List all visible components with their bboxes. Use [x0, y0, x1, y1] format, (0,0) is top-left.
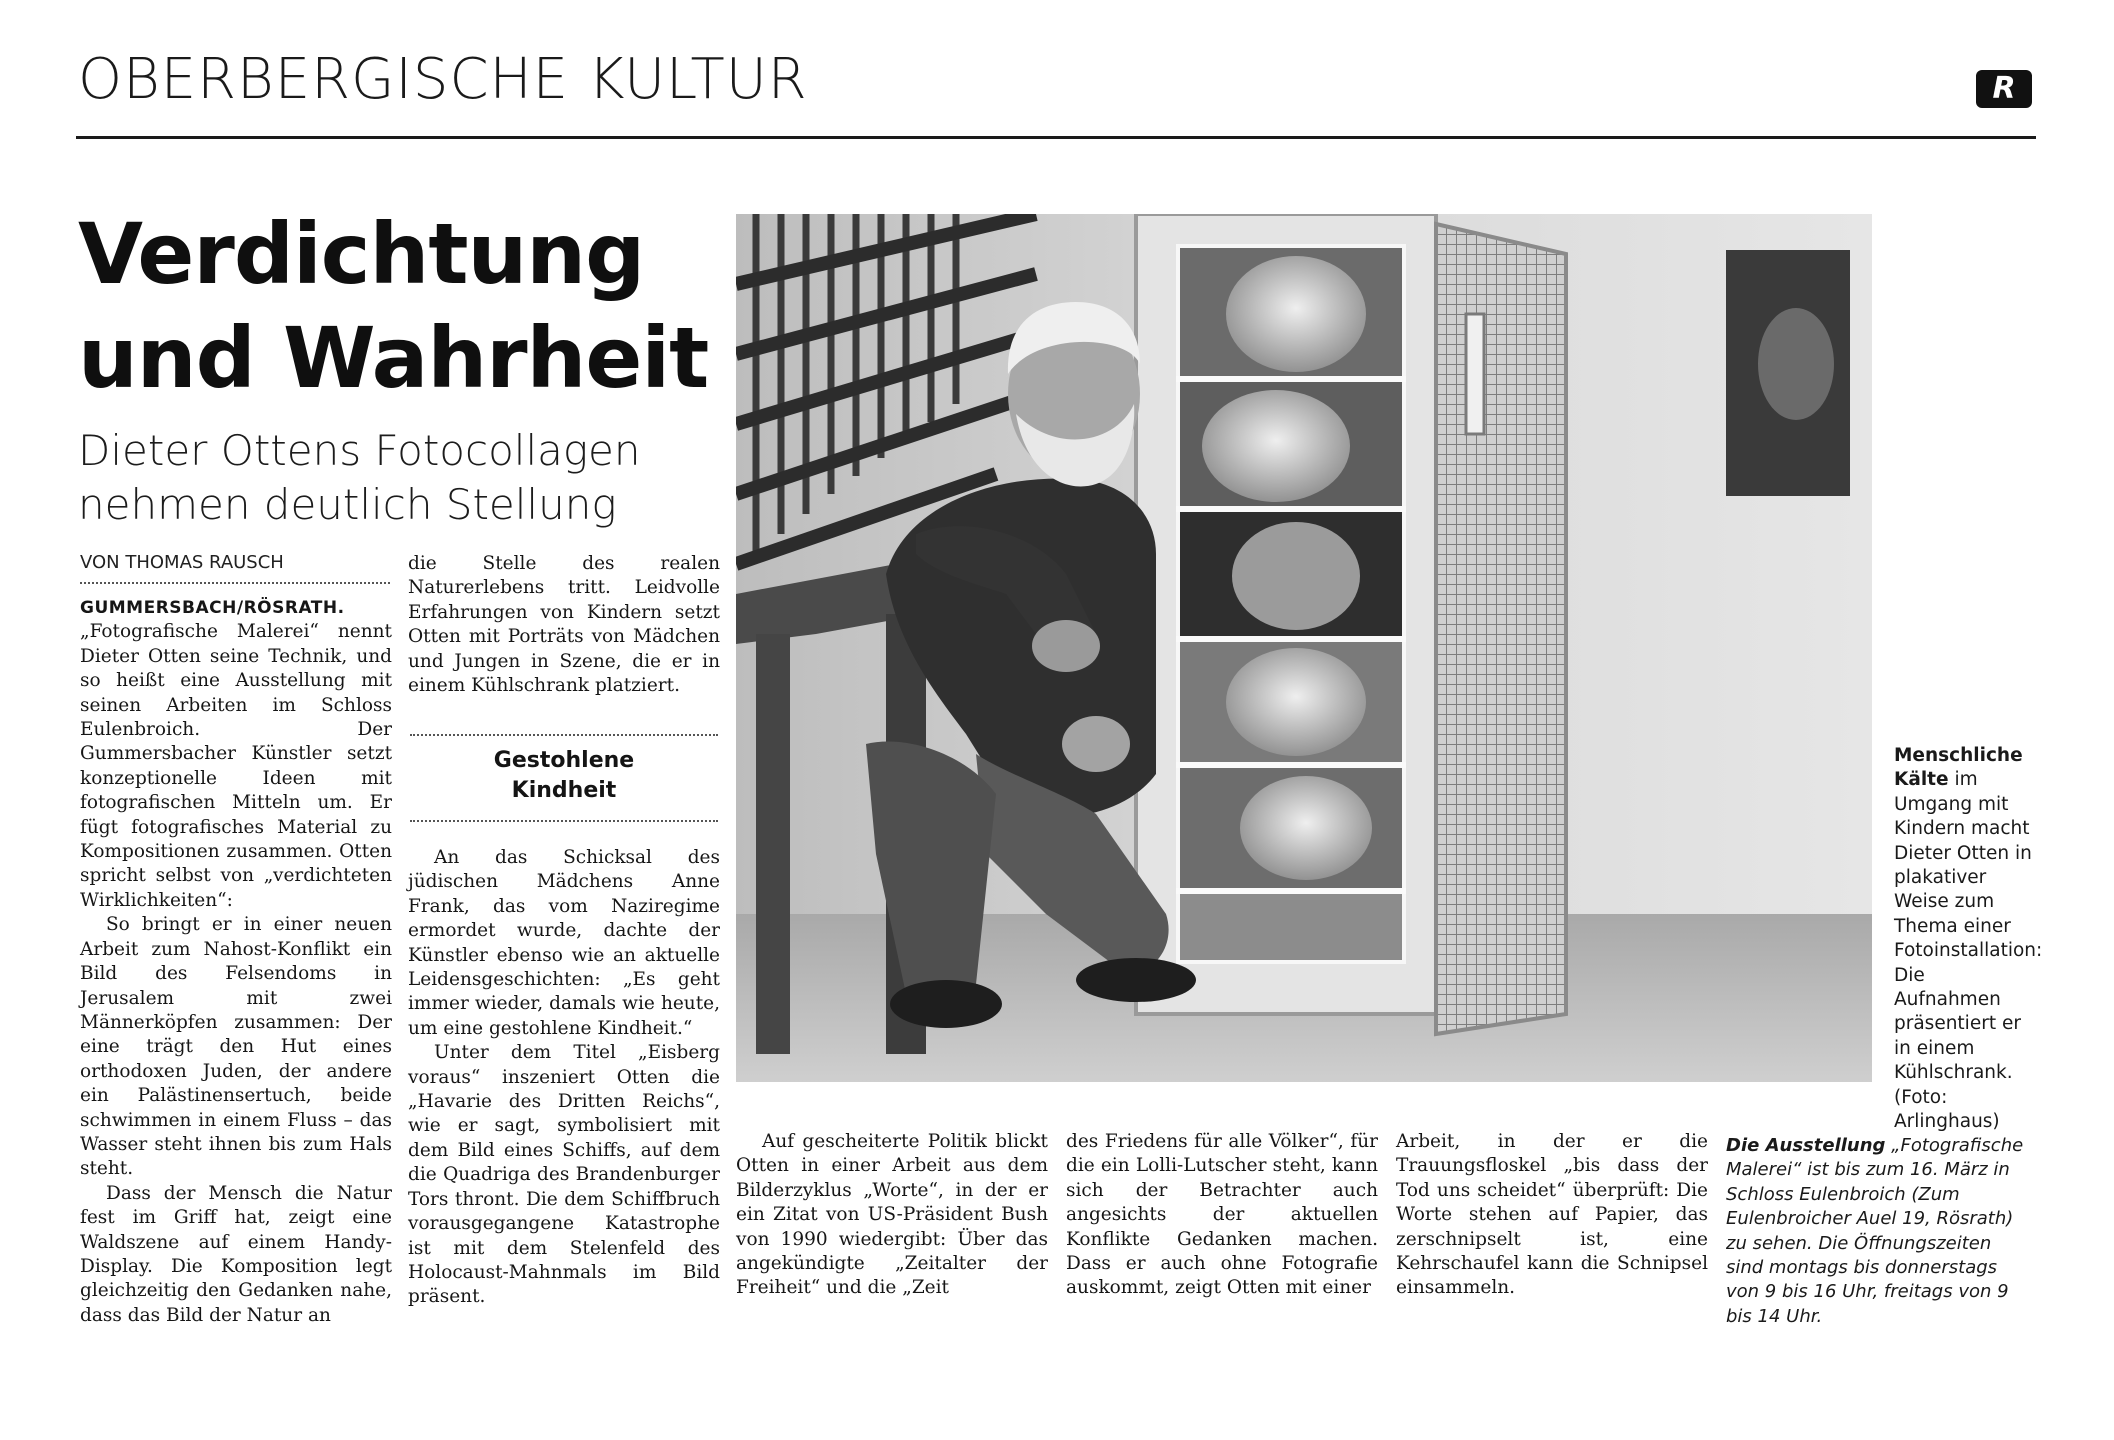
newspaper-logo	[1976, 70, 2032, 108]
paragraph: „Fotografische Malerei“ nennt Dieter Otten seine Technik, und so heißt eine Ausstellung mit seinen Arbeiten im Schloss Eulenbroich. Der Gummersbacher Künstler setzt konzeptionelle Ideen mit fotografischen Mitteln um. Er fügt fotografisches Material zu Kompositionen zusammen. Otten spricht selbst von „verdichteten Wirklichkeiten“:	[80, 621, 392, 911]
portrait-shelves	[1176, 248, 1406, 960]
article-photo	[736, 214, 1872, 1082]
dateline: GUMMERSBACH/RÖSRATH.	[80, 598, 345, 618]
subhead-divider-bottom	[410, 820, 718, 822]
table-leg	[756, 634, 790, 1054]
subhead-divider-top	[410, 734, 718, 736]
exhibition-info-box	[1726, 1134, 2032, 1329]
paragraph: die Stelle des realen Naturerlebens tritt. Leidvolle Erfahrungen von Kindern setzt Otten mit Porträts von Mädchen und Jungen in Szene, die er in einem Kühlschrank platziert.	[408, 553, 720, 697]
paragraph: Auf gescheiterte Politik blickt Otten in einer Arbeit aus dem Bilderzyklus „Worte“, in der er ein Zitat von US-Präsident Bush von 1990 wiedergibt: Über das angekündigte „Zeitalter der Freiheit“ und die „Zeit	[736, 1131, 1048, 1299]
subheading	[408, 746, 720, 806]
info-box-text: „Fotografische Malerei“ ist bis zum 16. März in Schloss Eulenbroich (Zum Eulenbroicher Auel 19, Rösrath) zu sehen. Die Öffnungszeiten sind montags bis donnerstags von 9 bis 16 Uhr, freitags von 9 bis 14 Uhr.	[1726, 1135, 2024, 1327]
article-column-1	[80, 596, 392, 1328]
byline-divider	[80, 582, 390, 584]
headline-line-2: und Wahrheit	[78, 309, 709, 407]
caption-lead: Menschliche Kälte	[1894, 745, 2023, 791]
article-column-4	[1066, 1130, 1378, 1301]
article-column-2	[408, 552, 720, 698]
byline: VON THOMAS RAUSCH	[80, 552, 284, 573]
subheadline	[78, 424, 718, 532]
subheadline-line-2: nehmen deutlich Stellung	[78, 480, 617, 529]
subheadline-line-1: Dieter Ottens Fotocollagen	[78, 426, 641, 475]
caption-text: im Umgang mit Kindern macht Dieter Otten in plakativer Weise zum Thema einer Fotoinstallation: Die Aufnahmen präsentiert er in einem Kühlschrank. (Foto: Arlinghaus)	[1894, 769, 2043, 1133]
logo-letter: R	[1992, 71, 2016, 106]
header-rule	[76, 136, 2036, 139]
subheading-line-1: Gestohlene	[493, 748, 635, 773]
paragraph: An das Schicksal des jüdischen Mädchens Anne Frank, das vom Naziregime ermordet wurde, dachte der Künstler ebenso wie an aktuelle Leidensgeschichten: „Es geht immer wieder, damals wie heute, um eine gestohlene Kindheit.“	[408, 847, 720, 1039]
refrigerator-door	[1436, 224, 1566, 1034]
headline	[78, 202, 718, 410]
wall-picture-figure	[1758, 308, 1834, 420]
paragraph: Dass der Mensch die Natur fest im Griff hat, zeigt eine Waldszene auf einem Handy-Display. Die Komposition legt gleichzeitig den Gedanken nahe, dass das Bild der Natur an	[80, 1182, 392, 1326]
headline-line-1: Verdichtung	[78, 205, 645, 303]
subheading-line-2: Kindheit	[511, 778, 617, 803]
photo-caption	[1894, 744, 2043, 1135]
paragraph: So bringt er in einer neuen Arbeit zum Nahost-Konflikt ein Bild des Felsendoms in Jerusalem mit zwei Männerköpfen zusammen: Der eine trägt den Hut eines orthodoxen Juden, der andere ein Palästinensertuch, beide schwimmen in einem Fluss – das Wasser steht ihnen bis zum Hals steht.	[80, 914, 392, 1180]
paragraph: Unter dem Titel „Eisberg voraus“ inszeniert Otten die „Havarie des Dritten Reichs“, wie er sagt, symbolisiert mit dem Bild eines Schiffs, auf dem die Quadriga des Brandenburger Tors thront. Die dem Schiffbruch vorausgegangene Katastrophe ist mit dem Stelenfeld des Holocaust-Mahnmals im Bild präsent.	[408, 1042, 720, 1308]
door-handle	[1466, 314, 1484, 434]
info-box-label: Die Ausstellung	[1726, 1135, 1886, 1156]
paragraph: Arbeit, in der er die Trauungsfloskel „bis dass der Tod uns scheidet“ überprüft: Die Worte stehen auf Papier, das zerschnipselt ist, eine Kehrschaufel kann die Schnipsel einsammeln.	[1396, 1131, 1708, 1299]
article-column-3	[736, 1130, 1048, 1301]
article-column-5	[1396, 1130, 1708, 1301]
article-column-2-continued	[408, 846, 720, 1310]
section-title: OBERBERGISCHE KULTUR	[78, 47, 808, 112]
paragraph: des Friedens für alle Völker“, für die ein Lolli-Lutscher steht, kann sich der Betrachter auch angesichts der aktuellen Konflikte Gedanken machen. Dass er auch ohne Fotografie auskommt, zeigt Otten mit einer	[1066, 1131, 1378, 1299]
